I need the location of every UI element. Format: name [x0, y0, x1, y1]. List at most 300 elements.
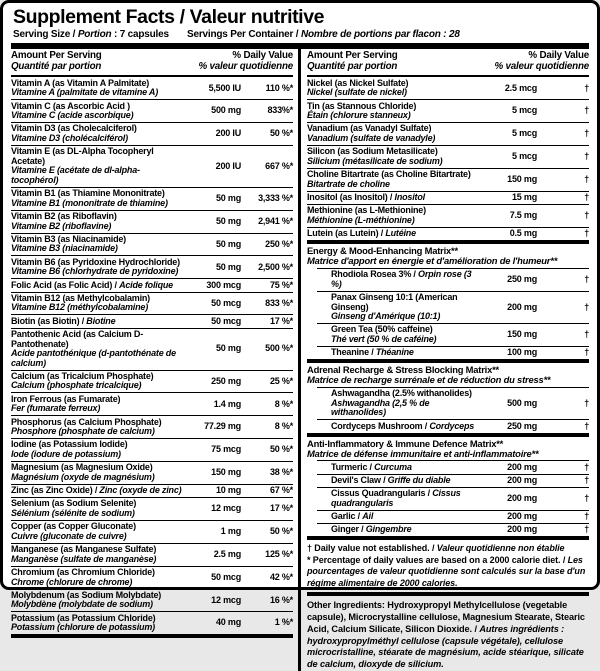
nutrient-daily-value: 500 %*	[265, 343, 293, 354]
nutrient-amount: 75 mcg	[211, 444, 241, 455]
nutrient-amount: 200 mg	[507, 474, 537, 485]
nutrient-name	[317, 489, 483, 508]
nutrient-row	[307, 77, 589, 99]
right-column-header	[307, 49, 589, 77]
nutrient-name-fr: Vitamine B2 (riboflavine)	[11, 220, 112, 231]
nutrient-name	[11, 258, 187, 277]
nutrient-name	[317, 293, 483, 322]
nutrient-name-fr: Vitamine A (palmitate de vitamine A)	[11, 87, 158, 98]
nutrient-amount: 1.4 mg	[213, 398, 241, 409]
nutrient-amount: 250 mg	[507, 420, 537, 431]
nutrient-daily-value: †	[584, 301, 589, 312]
nutrient-amount: 2.5 mg	[213, 548, 241, 559]
nutrient-daily-value: †	[584, 105, 589, 116]
nutrient-name-en: Garlic /	[331, 511, 363, 522]
nutrient-name	[317, 512, 483, 522]
nutrient-amount: 50 mg	[215, 215, 241, 226]
nutrient-row	[317, 419, 589, 432]
nutrient-daily-value: 17 %*	[269, 315, 293, 326]
nutrient-amount: 200 mg	[507, 301, 537, 312]
nutrient-name-fr: Vitamine D3 (cholécalciférol)	[11, 132, 128, 143]
nutrient-name-fr: Vitamine E (acétate de dl-alpha-tocophérol)	[11, 165, 140, 185]
nutrient-name	[307, 147, 483, 166]
nutrient-name-en: Pantothenic Acid (as Calcium D-Pantothenate)	[11, 329, 143, 349]
nutrient-row	[11, 210, 293, 233]
section-title	[307, 363, 589, 387]
nutrient-daily-value: 110 %*	[265, 82, 293, 93]
nutrient-name-fr: Orpin rose (3 %)	[331, 269, 472, 289]
nutrient-row	[317, 523, 589, 536]
nutrient-row	[11, 77, 293, 99]
nutrient-amount: 250 mg	[211, 375, 241, 386]
nutrient-name	[11, 212, 187, 231]
nutrient-name-fr: Vitamine B6 (chlorhydrate de pyridoxine)	[11, 266, 179, 277]
nutrient-name-en: Calcium (as Tricalcium Phosphate)	[11, 370, 154, 381]
nutrient-row	[11, 588, 293, 611]
nutrient-name	[11, 235, 187, 254]
nutrient-row	[11, 255, 293, 278]
dv-heading-en: % Daily Value	[232, 50, 293, 62]
nutrient-daily-value: †	[584, 191, 589, 202]
nutrient-row	[11, 233, 293, 256]
nutrient-name	[11, 440, 187, 459]
nutrient-name-fr: Curcuma	[374, 461, 412, 472]
section-title	[307, 244, 589, 268]
nutrient-amount: 150 mg	[507, 173, 537, 184]
dv-heading-fr: % valeur quotidienne	[198, 61, 293, 73]
left-column-end-bar	[11, 634, 293, 638]
nutrient-name-fr: Ashwagandha (2,5 % de withanolides)	[331, 397, 430, 418]
amount-heading-fr: Quantité par portion	[11, 61, 102, 73]
nutrient-name-en: Iodine (as Potassium Iodide)	[11, 439, 128, 450]
nutrient-daily-value: 833 %*	[265, 297, 293, 308]
nutrient-name-fr: Nickel (sulfate de nickel)	[307, 87, 407, 98]
left-column-header	[11, 49, 293, 77]
nutrient-name-fr: Chrome (chlorure de chrome)	[11, 576, 133, 587]
nutrient-row	[11, 497, 293, 520]
nutrient-name	[11, 124, 187, 143]
nutrient-name	[307, 193, 483, 203]
nutrient-name-en: Cordyceps Mushroom /	[331, 420, 430, 431]
nutrient-name-en: Potassium (as Potassium Chloride)	[11, 612, 156, 623]
section-title-fr: Matrice de défense immunitaire et anti-inflammatoire**	[307, 447, 539, 459]
nutrient-amount: 12 mcg	[211, 503, 241, 514]
nutrient-name-fr: Lutéine	[385, 228, 416, 239]
daily-value-heading	[494, 51, 589, 73]
nutrient-name-fr: Cordyceps	[429, 420, 475, 431]
nutrient-daily-value: †	[584, 524, 589, 535]
section-items	[307, 387, 589, 433]
nutrient-name	[11, 545, 187, 564]
nutrient-row	[11, 370, 293, 393]
section-title-fr: Matrice d'apport en énergie et d'amélioration de l'humeur**	[307, 255, 558, 267]
dv-heading-en: % Daily Value	[528, 50, 589, 62]
nutrient-amount: 7.5 mg	[509, 210, 537, 221]
footnote-en: * Percentage of daily values are based on a 2000 calorie diet. /	[307, 554, 568, 565]
nutrient-name-en: Methionine (as L-Methionine)	[307, 205, 426, 216]
nutrient-name-en: Cissus Quadrangularis /	[331, 488, 433, 499]
nutrient-name-en: Ginger /	[331, 524, 366, 535]
nutrient-daily-value: 8 %*	[274, 398, 293, 409]
nutrient-amount: 150 mg	[507, 329, 537, 340]
nutrient-name-fr: Magnésium (oxyde de magnésium)	[11, 471, 155, 482]
nutrient-daily-value: 833%*	[267, 105, 293, 116]
nutrient-row	[317, 268, 589, 291]
nutrient-row	[307, 122, 589, 145]
nutrient-name-en: Vanadium (as Vanadyl Sulfate)	[307, 123, 432, 134]
nutrient-amount: 2.5 mcg	[504, 82, 537, 93]
section-title-en: Energy & Mood-Enhancing Matrix**	[307, 245, 458, 257]
nutrient-daily-value: †	[584, 151, 589, 162]
nutrient-row	[11, 328, 293, 370]
nutrient-row	[317, 346, 589, 359]
nutrient-row	[11, 314, 293, 327]
nutrient-name-en: Vitamin D3 (as Cholecalciferol)	[11, 123, 137, 134]
nutrient-name-en: Vitamin A (as Vitamin A Palmitate)	[11, 77, 150, 88]
nutrient-daily-value: 250 %*	[265, 238, 293, 249]
nutrient-daily-value: 16 %*	[269, 594, 293, 605]
nutrient-daily-value: 50 %*	[269, 526, 293, 537]
nutrient-daily-value: 17 %*	[269, 503, 293, 514]
nutrient-amount: 50 mcg	[211, 315, 241, 326]
other-ingredients	[307, 596, 589, 671]
nutrient-row	[11, 292, 293, 315]
nutrient-name	[317, 389, 483, 418]
nutrient-name	[11, 522, 187, 541]
nutrient-name-fr: Thé vert (50 % de caféine)	[331, 333, 437, 344]
nutrient-row	[11, 611, 293, 634]
nutrient-row	[11, 438, 293, 461]
nutrient-name-en: Biotin (as Biotin) /	[11, 315, 87, 326]
nutrient-amount: 77.29 mg	[204, 421, 241, 432]
nutrient-name-fr: Zinc (oxyde de zinc)	[99, 485, 182, 496]
nutrient-daily-value: †	[584, 210, 589, 221]
nutrient-name-fr: Silicium (métasilicate de sodium)	[307, 155, 443, 166]
nutrient-daily-value: †	[584, 128, 589, 139]
nutrient-name-fr: Sélénium (sélénite de sodium)	[11, 508, 135, 519]
nutrient-name-en: Vitamin B1 (as Thiamine Mononitrate)	[11, 188, 165, 199]
nutrient-row	[11, 415, 293, 438]
nutrient-name-fr: Calcium (phosphate tricalcique)	[11, 380, 142, 391]
nutrient-amount: 200 mg	[507, 461, 537, 472]
section-title-en: Anti-Inflammatory & Immune Defence Matrix**	[307, 437, 504, 449]
nutrient-row	[307, 168, 589, 191]
nutrient-daily-value: †	[584, 492, 589, 503]
nutrient-name	[11, 147, 187, 185]
servings-per-container-en: Servings Per Container /	[187, 29, 301, 41]
nutrient-row	[11, 484, 293, 497]
nutrient-row	[307, 204, 589, 227]
nutrient-amount: 5,500 IU	[208, 82, 241, 93]
nutrient-name	[11, 189, 187, 208]
section-title	[307, 437, 589, 461]
other-ingredients-text-en: Hydroxypropyl Methylcellulose (vegetable capsule), Microcrystalline cellulose, Magnesium Stearate, Stearic Acid, Calcium Silicate, Silicon Dioxide. /	[307, 600, 585, 634]
nutrient-name-en: Zinc (as Zinc Oxide) /	[11, 485, 100, 496]
nutrient-name	[317, 525, 483, 535]
nutrient-amount: 150 mg	[211, 467, 241, 478]
other-ingredients-text-fr: hydroxypropylméthyl cellulose (capsule végétale), cellulose microcristalline, stéarate de magnésium, acide stéarique, silicate de calcium, dioxyde de silicium.	[307, 635, 584, 670]
nutrient-row	[11, 187, 293, 210]
nutrient-name-en: Vitamin B3 (as Niacinamide)	[11, 233, 126, 244]
nutrient-name-fr: Bitartrate de choline	[307, 178, 390, 189]
nutrient-amount: 200 mg	[507, 524, 537, 535]
right-nutrient-rows	[307, 77, 589, 240]
nutrient-name-en: Choline Bitartrate (as Choline Bitartrate)	[307, 169, 471, 180]
serving-size-fr: Portion	[77, 29, 112, 41]
other-ingredients-label-fr: Autres ingrédients :	[479, 623, 565, 634]
nutrient-amount: 250 mg	[507, 273, 537, 284]
nutrient-name-fr: Théanine	[375, 347, 414, 358]
nutrient-daily-value: †	[584, 420, 589, 431]
nutrient-name-en: Panax Ginseng 10:1 (American Ginseng)	[331, 291, 458, 312]
nutrient-row	[317, 474, 589, 487]
nutrient-name-en: Lutein (as Lutein) /	[307, 228, 386, 239]
amount-heading-en: Amount Per Serving	[307, 50, 398, 62]
nutrient-name-en: Iron Ferrous (as Fumarate)	[11, 393, 121, 404]
servings-per-container-fr: Nombre de portions par flacon : 28	[300, 29, 460, 41]
nutrient-row	[11, 145, 293, 187]
serving-size-en: Serving Size /	[13, 29, 78, 41]
section-anti-inflammatory-matrix	[307, 437, 589, 537]
nutrient-name	[317, 270, 483, 289]
nutrient-name-en: Vitamin C (as Ascorbic Acid )	[11, 100, 130, 111]
nutrient-name-en: Copper (as Copper Gluconate)	[11, 521, 136, 532]
nutrient-name-en: Vitamin B12 (as Methylcobalamin)	[11, 292, 150, 303]
nutrient-name	[11, 281, 187, 291]
nutrient-daily-value: †	[584, 347, 589, 358]
nutrient-row	[11, 461, 293, 484]
left-column	[11, 49, 298, 671]
nutrient-name-en: Selenium (as Sodium Selenite)	[11, 498, 137, 509]
nutrient-daily-value: 67 %*	[269, 485, 293, 496]
nutrient-name-fr: Acide folique	[119, 279, 173, 290]
nutrient-name	[11, 330, 187, 368]
amount-per-serving-heading	[11, 51, 102, 73]
section-title-fr: Matrice de recharge surrénale et de réduction du stress**	[307, 374, 551, 386]
nutrient-name	[11, 79, 187, 98]
nutrient-daily-value: 2,500 %*	[258, 261, 293, 272]
nutrient-name-fr: Fer (fumarate ferreux)	[11, 403, 101, 414]
nutrient-name	[11, 463, 187, 482]
nutrient-name	[11, 614, 187, 633]
nutrient-name	[307, 229, 483, 239]
nutrient-amount: 200 mg	[507, 492, 537, 503]
nutrient-daily-value: 50 %*	[269, 444, 293, 455]
nutrient-name-en: Magnesium (as Magnesium Oxide)	[11, 462, 153, 473]
nutrient-daily-value: †	[584, 329, 589, 340]
footnote-fr: Valeur quotidienne non établie	[436, 543, 565, 554]
nutrient-name-fr: Phosphore (phosphate de calcium)	[11, 426, 155, 437]
nutrient-daily-value: 1 %*	[274, 617, 293, 628]
nutrient-daily-value: 25 %*	[269, 375, 293, 386]
nutrient-daily-value: 75 %*	[269, 279, 293, 290]
nutrient-name-fr: Cissus quadrangularis	[331, 488, 461, 508]
nutrient-daily-value: 667 %*	[265, 160, 293, 171]
nutrient-name-fr: Griffe du diable	[387, 474, 451, 485]
nutrient-name	[11, 568, 187, 587]
section-items	[307, 460, 589, 536]
nutrient-daily-value: 125 %*	[265, 548, 293, 559]
nutrient-name-fr: Potassium (chlorure de potassium)	[11, 622, 155, 633]
nutrient-name	[307, 79, 483, 98]
nutrient-daily-value: 8 %*	[274, 421, 293, 432]
section-adrenal-stress-matrix	[307, 363, 589, 432]
servings-per-container	[187, 29, 460, 40]
nutrient-name-en: Vitamin E (as DL-Alpha Tocopheryl Acetate)	[11, 146, 154, 166]
nutrient-name	[317, 422, 483, 432]
nutrient-amount: 200 IU	[215, 128, 241, 139]
nutrient-name	[307, 102, 483, 121]
nutrient-name	[307, 124, 483, 143]
nutrient-amount: 50 mg	[215, 343, 241, 354]
nutrient-name-en: Molybdenum (as Sodium Molybdate)	[11, 589, 162, 600]
nutrient-name-fr: Vanadium (sulfate de vanadyle)	[307, 132, 436, 143]
nutrient-name	[317, 476, 483, 486]
nutrient-name-fr: Méthionine (L-méthionine)	[307, 214, 415, 225]
nutrient-daily-value: 3,333 %*	[258, 192, 293, 203]
nutrient-name-fr: Vitamine B3 (niacinamide)	[11, 243, 118, 254]
nutrient-name	[11, 294, 187, 313]
nutrient-row	[317, 323, 589, 346]
nutrient-name	[307, 206, 483, 225]
nutrient-daily-value: †	[584, 474, 589, 485]
nutrient-name	[11, 102, 187, 121]
nutrient-name-fr: Acide pantothénique (d-pantothénate de calcium)	[11, 348, 176, 368]
nutrient-name-fr: Inositol	[394, 191, 425, 202]
nutrient-name-fr: Vitamine B12 (méthylcobalamine)	[11, 302, 149, 313]
dv-heading-fr: % valeur quotidienne	[494, 61, 589, 73]
nutrient-name	[307, 170, 483, 189]
nutrient-row	[317, 487, 589, 510]
nutrient-row	[317, 387, 589, 419]
nutrient-name-en: Theanine /	[331, 347, 376, 358]
nutrient-amount: 500 mg	[211, 105, 241, 116]
nutrient-name-en: Phosphorus (as Calcium Phosphate)	[11, 416, 162, 427]
columns	[11, 49, 589, 671]
nutrient-row	[11, 520, 293, 543]
nutrient-amount: 40 mg	[215, 617, 241, 628]
nutrient-daily-value: †	[584, 228, 589, 239]
nutrient-amount: 50 mg	[215, 192, 241, 203]
nutrient-amount: 500 mg	[507, 397, 537, 408]
nutrient-name	[11, 486, 187, 496]
right-column	[301, 49, 589, 671]
nutrient-amount: 50 mcg	[211, 297, 241, 308]
nutrient-amount: 0.5 mg	[509, 228, 537, 239]
nutrient-name	[11, 591, 187, 610]
nutrient-row	[307, 227, 589, 240]
nutrient-amount: 12 mcg	[211, 594, 241, 605]
nutrient-daily-value: †	[584, 511, 589, 522]
nutrient-daily-value: 38 %*	[269, 467, 293, 478]
nutrient-name-en: Folic Acid (as Folic Acid) /	[11, 279, 120, 290]
serving-info	[11, 29, 589, 42]
nutrient-name-fr: Iode (iodure de potassium)	[11, 449, 121, 460]
nutrient-name	[11, 395, 187, 414]
nutrient-amount: 50 mg	[215, 261, 241, 272]
nutrient-amount: 100 mg	[507, 347, 537, 358]
nutrient-name-en: Devil's Claw /	[331, 474, 388, 485]
nutrient-name-fr: Molybdène (molybdate de sodium)	[11, 599, 153, 610]
nutrient-name-en: Inositol (as Inositol) /	[307, 191, 395, 202]
nutrient-row	[317, 291, 589, 323]
nutrient-amount: 5 mcg	[511, 128, 537, 139]
footnote-fr: Les pourcentages de valeur quotidienne sont calculés sur la base d'un régime alimentaire de 2000 calories.	[307, 554, 586, 588]
nutrient-row	[11, 278, 293, 291]
nutrient-name-fr: Gingembre	[365, 524, 412, 535]
nutrient-name	[11, 317, 187, 327]
nutrient-amount: 1 mg	[220, 526, 241, 537]
nutrient-name-fr: Vitamine B1 (mononitrate de thiamine)	[11, 197, 168, 208]
label-title: Supplement Facts / Valeur nutritive	[13, 6, 325, 28]
nutrient-name-fr: Manganèse (sulfate de manganèse)	[11, 553, 157, 564]
section-title-en: Adrenal Recharge & Stress Blocking Matrix**	[307, 364, 499, 376]
nutrient-name-en: Turmeric /	[331, 461, 375, 472]
nutrient-daily-value: †	[584, 397, 589, 408]
nutrient-row	[11, 122, 293, 145]
amount-per-serving-heading	[307, 51, 398, 73]
nutrient-name-en: Silicon (as Sodium Metasilicate)	[307, 146, 438, 157]
nutrient-name-fr: Cuivre (gluconate de cuivre)	[11, 530, 127, 541]
nutrient-amount: 200 mg	[507, 511, 537, 522]
nutrient-name-en: Tin (as Stannous Chloride)	[307, 100, 417, 111]
nutrient-amount: 15 mg	[511, 191, 537, 202]
nutrient-amount: 5 mcg	[511, 105, 537, 116]
amount-heading-fr: Quantité par portion	[307, 61, 398, 73]
nutrient-name-en: Vitamin B6 (as Pyridoxine Hydrochloride)	[11, 256, 180, 267]
left-nutrient-rows	[11, 77, 293, 634]
nutrient-amount: 10 mg	[215, 485, 241, 496]
nutrient-name-en: Rhodiola Rosea 3% /	[331, 269, 419, 280]
nutrient-name	[11, 418, 187, 437]
nutrient-name-en: Nickel (as Nickel Sulfate)	[307, 77, 409, 88]
nutrient-row	[317, 510, 589, 523]
nutrient-row	[307, 191, 589, 204]
nutrient-name-en: Ashwagandha (2.5% withanolides)	[331, 388, 472, 399]
footnote-en: † Daily value not established. /	[307, 543, 437, 554]
nutrient-amount: 200 IU	[215, 160, 241, 171]
nutrient-name-fr: Ail	[362, 511, 374, 522]
nutrient-row	[11, 566, 293, 589]
nutrient-daily-value: †	[584, 82, 589, 93]
nutrient-name-en: Manganese (as Manganese Sulfate)	[11, 544, 157, 555]
other-ingredients-label-en: Other Ingredients:	[307, 600, 385, 611]
nutrient-row	[307, 99, 589, 122]
nutrient-name	[317, 325, 483, 344]
nutrient-amount: 300 mcg	[206, 279, 241, 290]
nutrient-amount: 50 mcg	[211, 571, 241, 582]
nutrient-row	[11, 392, 293, 415]
nutrient-name-fr: Étain (chlorure stanneux)	[307, 110, 411, 121]
nutrient-name-en: Vitamin B2 (as Riboflavin)	[11, 211, 117, 222]
nutrient-name	[317, 348, 483, 358]
nutrient-amount: 50 mg	[215, 238, 241, 249]
nutrient-amount: 5 mcg	[511, 151, 537, 162]
nutrient-name	[317, 463, 483, 473]
daily-value-heading	[198, 51, 293, 73]
footnote-daily-value	[307, 543, 589, 555]
nutrient-daily-value: †	[584, 173, 589, 184]
nutrient-daily-value: 2,941 %*	[258, 215, 293, 226]
nutrient-name-fr: Biotine	[86, 315, 116, 326]
nutrient-row	[11, 99, 293, 122]
footnote-percentage	[307, 555, 589, 590]
section-items	[307, 268, 589, 359]
nutrient-row	[307, 145, 589, 168]
serving-size-value: : 7 capsules	[111, 29, 169, 41]
nutrient-row	[317, 460, 589, 473]
nutrient-name	[11, 372, 187, 391]
